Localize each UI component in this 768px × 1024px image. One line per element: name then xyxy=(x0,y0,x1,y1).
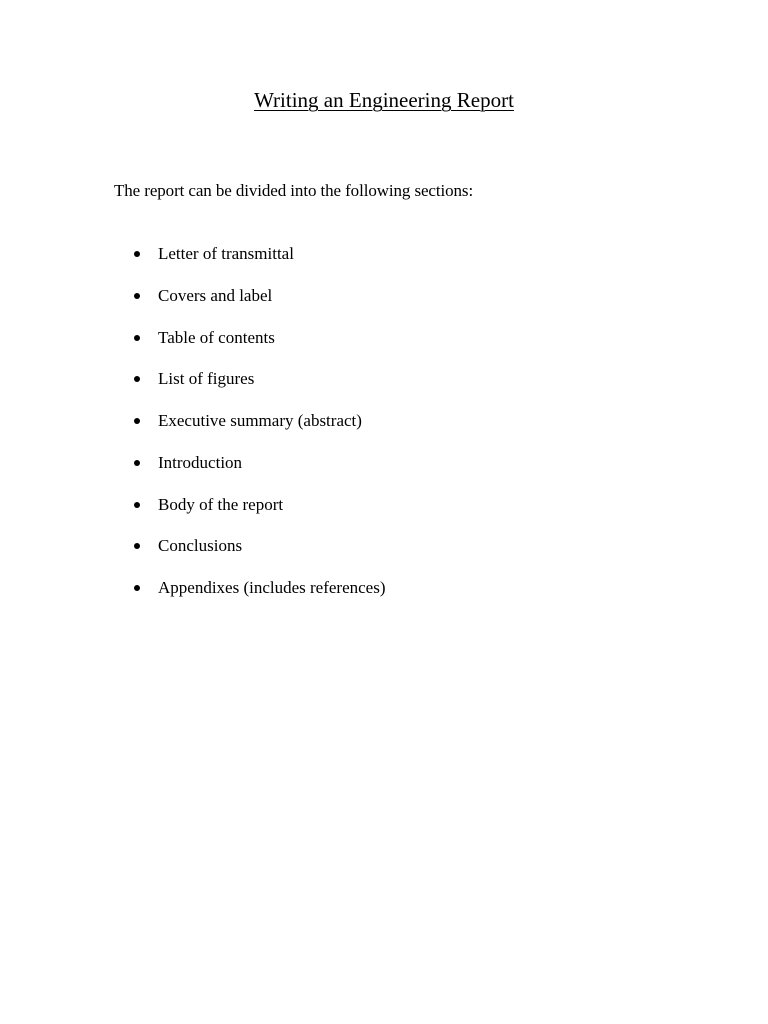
list-item-text: Executive summary (abstract) xyxy=(158,411,362,430)
bullet-icon xyxy=(134,460,140,466)
bullet-icon xyxy=(134,502,140,508)
list-item-text: List of figures xyxy=(158,369,255,389)
bullet-icon xyxy=(134,418,140,424)
list-item-text: Appendixes (includes references) xyxy=(158,578,386,597)
bullet-icon xyxy=(134,335,140,341)
list-item-text: Introduction xyxy=(158,452,243,472)
list-item-text: Conclusions xyxy=(158,536,243,556)
intro-text: The report can be divided into the following sections: xyxy=(114,181,474,200)
bullet-icon xyxy=(134,543,140,549)
list-item-text: Covers and label xyxy=(158,285,273,305)
page-title: Writing an Engineering Report xyxy=(254,88,514,112)
bullet-icon xyxy=(134,585,140,591)
bullet-icon xyxy=(134,293,140,299)
bullet-icon xyxy=(134,376,140,382)
list-item-text: Body of the report xyxy=(158,494,284,514)
bullet-icon xyxy=(134,251,140,257)
list-item-text: Letter of transmittal xyxy=(158,244,294,263)
list-item-text: Table of contents xyxy=(158,327,275,347)
